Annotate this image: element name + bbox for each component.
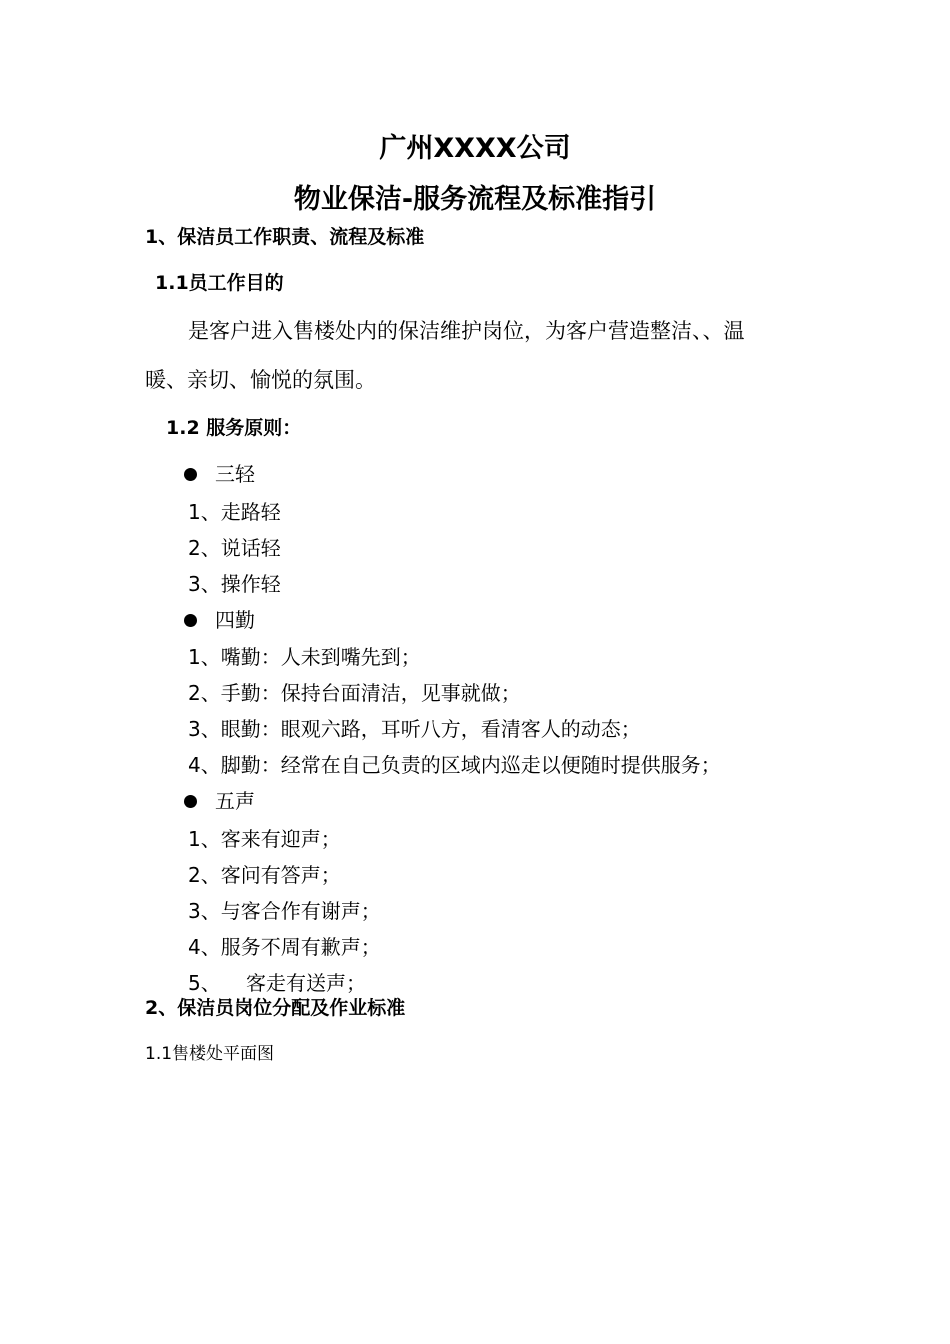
- bullet-dot-icon: [184, 795, 197, 808]
- bullet-group-title: [184, 610, 255, 630]
- list-item: 1、嘴勤：人未到嘴先到；: [188, 645, 421, 669]
- section1-heading: 1、保洁员工作职责、流程及标准: [145, 226, 425, 248]
- list-item: 4、脚勤：经常在自己负责的区域内巡走以便随时提供服务；: [188, 753, 721, 777]
- paragraph-line1: 是客户进入售楼处内的保洁维护岗位，为客户营造整洁、、温: [188, 319, 745, 343]
- document-title-line2: 物业保洁-服务流程及标准指引: [293, 184, 657, 215]
- list-item: 3、操作轻: [188, 572, 281, 596]
- list-item: 1、客来有迎声；: [188, 827, 341, 851]
- list-item-text: 客走有送声；: [246, 971, 366, 995]
- bullet-group-title-text: 五声: [215, 789, 255, 813]
- paragraph-line2: 暖、亲切、愉悦的氛围。: [145, 368, 376, 392]
- bullet-group-title-text: 四勤: [215, 608, 255, 632]
- section1-2-heading: 1.2 服务原则：: [166, 417, 302, 439]
- section2-heading: 2、保洁员岗位分配及作业标准: [145, 997, 406, 1019]
- list-item: 2、说话轻: [188, 536, 281, 560]
- list-item: 4、服务不周有歉声；: [188, 935, 381, 959]
- bullet-dot-icon: [184, 468, 197, 481]
- list-item: [188, 973, 366, 993]
- list-item: 1、走路轻: [188, 500, 281, 524]
- list-item: 2、手勤：保持台面清洁，见事就做；: [188, 681, 521, 705]
- bullet-group-title: [184, 791, 255, 811]
- section1-1-heading: 1.1员工作目的: [155, 272, 284, 294]
- document-title-line1: 广州XXXX公司: [379, 133, 571, 164]
- list-item: 2、客问有答声；: [188, 863, 341, 887]
- bullet-group-title: [184, 464, 255, 484]
- list-item: 3、与客合作有谢声；: [188, 899, 381, 923]
- section2-1-heading: 1.1售楼处平面图: [145, 1044, 275, 1064]
- list-item: 3、眼勤：眼观六路，耳听八方，看清客人的动态；: [188, 717, 641, 741]
- list-item-number: 5、: [188, 971, 221, 995]
- bullet-group-title-text: 三轻: [215, 462, 255, 486]
- bullet-dot-icon: [184, 614, 197, 627]
